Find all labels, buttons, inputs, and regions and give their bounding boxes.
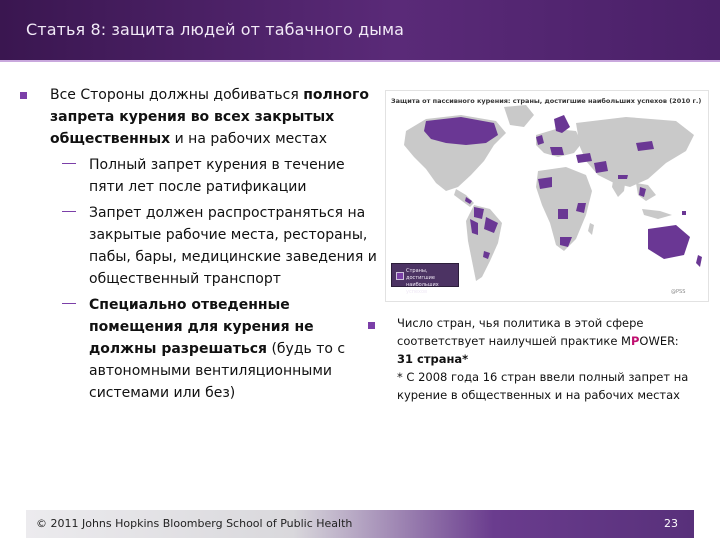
page-number: 23 bbox=[664, 517, 678, 530]
map-caption: Защита от пассивного курения: страны, достигшие наибольших успехов (2010 г.) bbox=[391, 97, 702, 105]
map-greenland bbox=[504, 105, 534, 127]
side-note-bullet bbox=[368, 322, 375, 329]
sub-bullet-3 bbox=[89, 294, 379, 404]
map-africa-central bbox=[558, 209, 568, 219]
footer-bar bbox=[26, 510, 694, 538]
legend-swatch bbox=[396, 272, 404, 280]
title-bar bbox=[0, 0, 720, 62]
map-south-america bbox=[466, 205, 502, 281]
sub-bullet-dash bbox=[62, 163, 76, 164]
map-asia bbox=[576, 117, 694, 187]
sub-bullet-1: Полный запрет курения в течение пяти лет после ратификации bbox=[89, 157, 345, 195]
side-note-line1-end: OWER: bbox=[639, 334, 679, 348]
map-pacific-islands bbox=[682, 211, 686, 215]
legend-label: Страны, достигшие наибольших успехов bbox=[406, 268, 439, 295]
side-note bbox=[397, 314, 702, 404]
bullet-marker bbox=[20, 92, 27, 99]
map-nepal bbox=[618, 175, 628, 179]
mpower-accent-letter: P bbox=[630, 334, 640, 348]
sub-bullet-dash bbox=[62, 211, 76, 212]
sub-bullet-3-normal: (будь то с автономными вентиляционными системами или без) bbox=[89, 341, 346, 401]
map-indonesia bbox=[642, 209, 672, 219]
map-africa-west bbox=[538, 177, 552, 189]
main-bullet-part1: Все Стороны должны добиваться bbox=[50, 87, 304, 103]
map-australia bbox=[648, 225, 690, 259]
sub-bullet-3-bold: Специально отведенные помещения для курения не должны разрешаться bbox=[89, 297, 314, 357]
main-bullet-part3: и на рабочих местах bbox=[170, 131, 328, 147]
map-se-asia bbox=[636, 183, 656, 201]
sub-bullet-2: Запрет должен распространяться на закрытые рабочие места, рестораны, пабы, бары, медицинские заведения и общественный транспорт bbox=[89, 205, 377, 287]
slide-title: Статья 8: защита людей от табачного дыма bbox=[26, 20, 405, 39]
world-map-figure bbox=[385, 90, 709, 302]
side-note-line1: Число стран, чья политика в этой сфере соответствует наилучшей практике M bbox=[397, 316, 644, 348]
map-logo: @PSS bbox=[671, 289, 686, 295]
map-europe-south bbox=[550, 147, 564, 155]
main-bullet-bold: полного запрета курения во всех закрытых общественных bbox=[50, 87, 369, 147]
footer-copyright: © 2011 Johns Hopkins Bloomberg School of Public Health bbox=[36, 517, 353, 530]
map-central-america bbox=[454, 189, 474, 207]
map-iran bbox=[594, 161, 608, 173]
map-new-zealand bbox=[696, 255, 702, 267]
map-legend bbox=[391, 263, 459, 295]
main-bullet-text bbox=[50, 84, 380, 150]
sub-bullet-dash bbox=[62, 303, 76, 304]
map-madagascar bbox=[588, 223, 594, 235]
side-note-count: 31 страна* bbox=[397, 352, 469, 366]
side-note-footnote: * С 2008 года 16 стран ввели полный запрет на курение в общественных и на рабочих местах bbox=[397, 370, 689, 402]
